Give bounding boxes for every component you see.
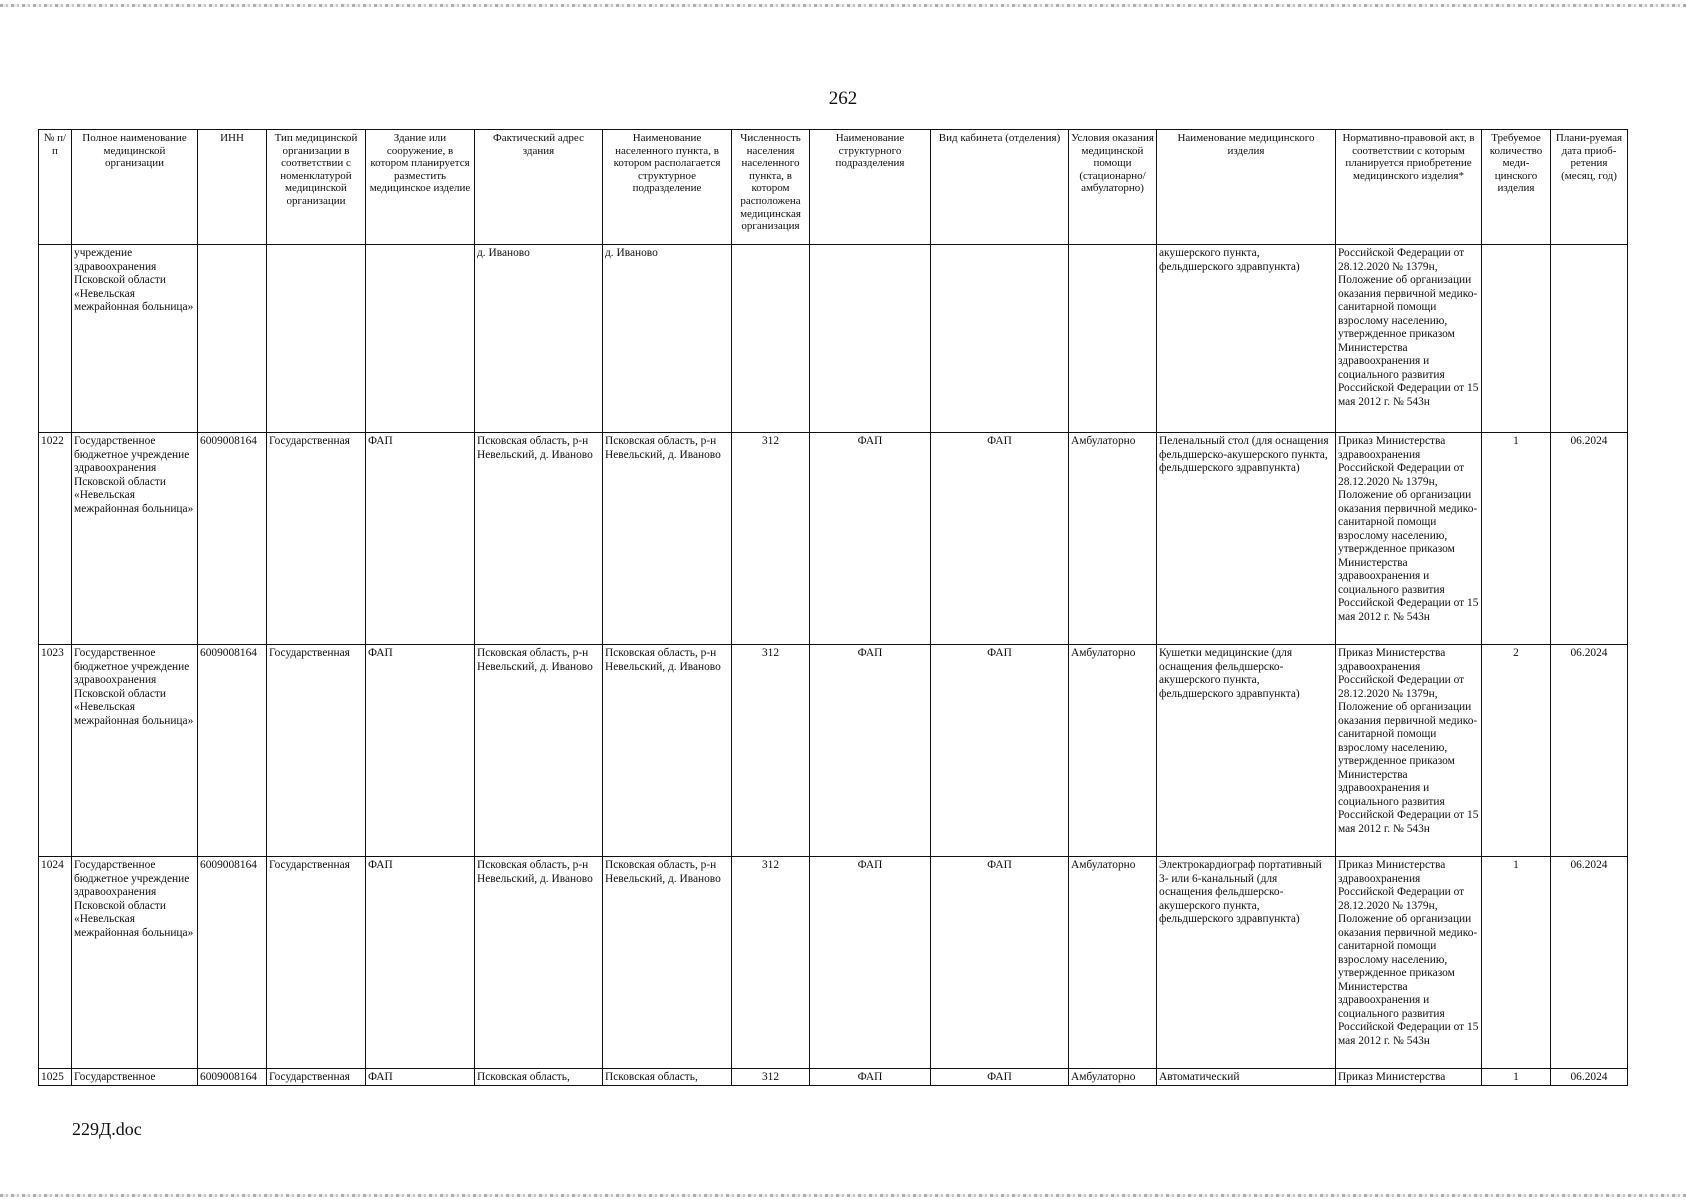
header-conditions: Условия оказания медицинской помощи (стационарно/ амбулаторно) [1069,130,1157,245]
header-type: Тип медицинской организации в соответствии с номенклатурой медицинской организации [267,130,366,245]
cell-inn: 6009008164 [198,1069,267,1086]
cell-unit: ФАП [810,857,931,1069]
header-num: № п/п [39,130,72,245]
cell-type: Государственная [267,857,366,1069]
cell-act: Приказ Министерства здравоохранения Российской Федерации от 28.12.2020 № 1379н, Положение об организации оказания первичной медико-санитарной помощи взрослому населению, утвержденное приказом Министерства здравоохранения и социального развития Российской Федерации от 15 мая 2012 г. № 543н [1336,857,1482,1069]
cell-unit: ФАП [810,1069,931,1086]
cell-unit: ФАП [810,433,931,645]
cell-settlement: Псковская область, [603,1069,732,1086]
cell-org: Государственное бюджетное учреждение здравоохранения Псковской области «Невельская межрайонная больница» [72,433,198,645]
header-building: Здание или сооружение, в котором планируется разместить медицинское изделие [366,130,475,245]
cell-num: 1022 [39,433,72,645]
header-device: Наименование медицинского изделия [1157,130,1336,245]
cell-qty: 1 [1482,433,1551,645]
cell-date: 06.2024 [1551,645,1628,857]
cell-num: 1023 [39,645,72,857]
header-unit: Наименование структурного подразделения [810,130,931,245]
cell-population: 312 [732,433,810,645]
cell-qty: 2 [1482,645,1551,857]
cell-type [267,245,366,433]
cell-building: ФАП [366,857,475,1069]
cell-qty [1482,245,1551,433]
cell-org: Государственное [72,1069,198,1086]
scan-edge-bottom [0,1194,1686,1197]
equipment-table [38,129,1628,1086]
cell-type: Государственная [267,433,366,645]
cell-unit: ФАП [810,645,931,857]
cell-settlement: Псковская область, р-н Невельский, д. Иваново [603,857,732,1069]
cell-cabinet: ФАП [931,1069,1069,1086]
cell-inn: 6009008164 [198,645,267,857]
footer-filename: 229Д.doc [72,1119,142,1139]
cell-address: Псковская область, р-н Невельский, д. Иваново [475,857,603,1069]
cell-population: 312 [732,857,810,1069]
cell-device: акушерского пункта, фельдшерского здравпункта) [1157,245,1336,433]
cell-device: Кушетки медицинские (для оснащения фельдшерско-акушерского пункта, фельдшерского здравпункта) [1157,645,1336,857]
cell-act: Приказ Министерства [1336,1069,1482,1086]
cell-conditions: Амбулаторно [1069,433,1157,645]
cell-act: Приказ Министерства здравоохранения Российской Федерации от 28.12.2020 № 1379н, Положение об организации оказания первичной медико-санитарной помощи взрослому населению, утвержденное приказом Министерства здравоохранения и социального развития Российской Федерации от 15 мая 2012 г. № 543н [1336,433,1482,645]
table-header [39,130,1628,245]
cell-org: Государственное бюджетное учреждение здравоохранения Псковской области «Невельская межрайонная больница» [72,857,198,1069]
header-population: Численность населения населенного пункта, в котором расположена медицинская организация [732,130,810,245]
header-address: Фактический адрес здания [475,130,603,245]
cell-num: 1025 [39,1069,72,1086]
cell-num: 1024 [39,857,72,1069]
cell-type: Государственная [267,1069,366,1086]
header-date: Плани-руемая дата приоб-ретения (месяц, год) [1551,130,1628,245]
cell-cabinet: ФАП [931,645,1069,857]
cell-type: Государственная [267,645,366,857]
cell-date [1551,245,1628,433]
cell-settlement: д. Иваново [603,245,732,433]
header-org: Полное наименование медицинской организации [72,130,198,245]
table-row [39,433,1628,645]
cell-device: Пеленальный стол (для оснащения фельдшерско-акушерского пункта, фельдшерского здравпункта) [1157,433,1336,645]
cell-qty: 1 [1482,857,1551,1069]
table-row [39,645,1628,857]
cell-date: 06.2024 [1551,857,1628,1069]
table-row [39,857,1628,1069]
cell-org: Государственное бюджетное учреждение здравоохранения Псковской области «Невельская межрайонная больница» [72,645,198,857]
cell-date: 06.2024 [1551,1069,1628,1086]
cell-population: 312 [732,645,810,857]
header-settlement: Наименование населенного пункта, в котором располагается структурное подразделение [603,130,732,245]
cell-building: ФАП [366,645,475,857]
cell-conditions: Амбулаторно [1069,645,1157,857]
cell-inn: 6009008164 [198,857,267,1069]
cell-num [39,245,72,433]
cell-settlement: Псковская область, р-н Невельский, д. Иваново [603,645,732,857]
header-cabinet: Вид кабинета (отделения) [931,130,1069,245]
cell-population [732,245,810,433]
cell-building [366,245,475,433]
cell-qty: 1 [1482,1069,1551,1086]
cell-settlement: Псковская область, р-н Невельский, д. Иваново [603,433,732,645]
cell-address: Псковская область, р-н Невельский, д. Иваново [475,645,603,857]
cell-conditions [1069,245,1157,433]
cell-cabinet [931,245,1069,433]
cell-building: ФАП [366,433,475,645]
table-row-partial [39,1069,1628,1086]
cell-cabinet: ФАП [931,857,1069,1069]
header-act: Нормативно-правовой акт, в соответствии с которым планируется приобретение медицинского изделия* [1336,130,1482,245]
cell-inn: 6009008164 [198,433,267,645]
cell-org: учреждение здравоохранения Псковской области «Невельская межрайонная больница» [72,245,198,433]
cell-unit [810,245,931,433]
cell-building: ФАП [366,1069,475,1086]
cell-address: Псковская область, [475,1069,603,1086]
cell-cabinet: ФАП [931,433,1069,645]
cell-conditions: Амбулаторно [1069,857,1157,1069]
cell-address: д. Иваново [475,245,603,433]
cell-address: Псковская область, р-н Невельский, д. Иваново [475,433,603,645]
cell-act: Российской Федерации от 28.12.2020 № 1379н, Положение об организации оказания первичной медико-санитарной помощи взрослому населению, утвержденное приказом Министерства здравоохранения и социального развития Российской Федерации от 15 мая 2012 г. № 543н [1336,245,1482,433]
scan-edge-top [0,4,1686,7]
cell-inn [198,245,267,433]
cell-population: 312 [732,1069,810,1086]
cell-device: Автоматический [1157,1069,1336,1086]
cell-conditions: Амбулаторно [1069,1069,1157,1086]
header-qty: Требуемое количество меди-цинского изделия [1482,130,1551,245]
cell-date: 06.2024 [1551,433,1628,645]
page-number: 262 [828,88,858,109]
cell-device: Электрокардиограф портативный 3- или 6-канальный (для оснащения фельдшерско-акушерского пункта, фельдшерского здравпункта) [1157,857,1336,1069]
header-inn: ИНН [198,130,267,245]
table-row-continuation [39,245,1628,433]
cell-act: Приказ Министерства здравоохранения Российской Федерации от 28.12.2020 № 1379н, Положение об организации оказания первичной медико-санитарной помощи взрослому населению, утвержденное приказом Министерства здравоохранения и социального развития Российской Федерации от 15 мая 2012 г. № 543н [1336,645,1482,857]
